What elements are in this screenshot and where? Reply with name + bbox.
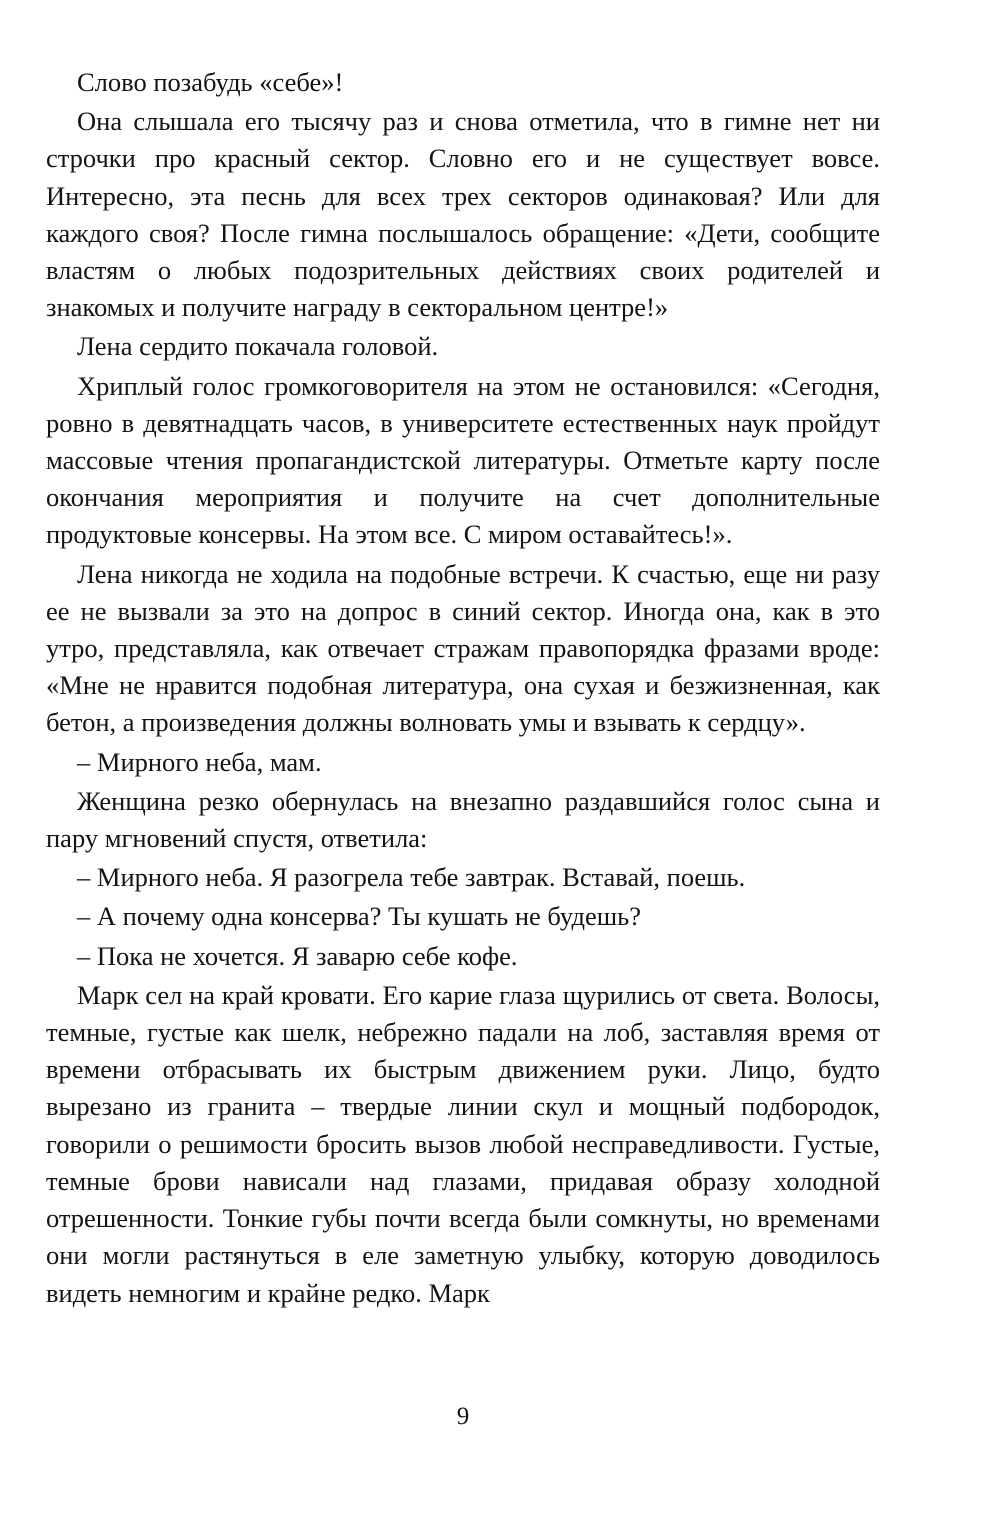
body-text	[46, 64, 880, 1314]
paragraph-11: Марк сел на край кровати. Его карие глаза щурились от света. Волосы, темные, густые как шелк, небрежно падали на лоб, заставляя время от времени отбрасывать их быстрым движением руки. Лицо, будто вырезано из гранита – твердые линии скул и мощный подбородок, говорили о решимости бросить вызов любой несправедливости. Густые, темные брови нависали над глазами, придавая образу холодной отрешенности. Тонкие губы почти всегда были сомкнуты, но временами они могли растянуться в еле заметную улыбку, которую доводилось видеть немногим и крайне редко. Марк	[46, 979, 880, 1308]
paragraph-4: Хриплый голос громкоговорителя на этом не остановился: «Сегодня, ровно в девятнадцать часов, в университете естественных наук пройдут массовые чтения пропагандистской литературы. Отметьте карту после окончания мероприятия и получите на счет дополнительные продуктовые консервы. На этом все. С миром оставайтесь!».	[46, 370, 880, 550]
paragraph-5: Лена никогда не ходила на подобные встречи. К счастью, еще ни разу ее не вызвали за это на допрос в синий сектор. Иногда она, как в это утро, представляла, как отвечает стражам правопорядка фразами вроде: «Мне не нравится подобная литература, она сухая и безжизненная, как бетон, а произведения должны волновать умы и взывать к сердцу».	[46, 558, 880, 738]
paragraph-1: Слово позабудь «себе»!	[77, 67, 344, 97]
dialogue-line-1: – Мирного неба, мам.	[77, 746, 322, 777]
paragraph-3: Лена сердито покачала головой.	[77, 331, 439, 362]
paragraph-2: Она слышала его тысячу раз и снова отметила, что в гимне нет ни строчки про красный сектор. Словно его и не существует вовсе. Интересно, эта песнь для всех трех секторов одинаковая? Или для каждого своя? После гимна послышалось обращение: «Дети, сообщите властям о любых подозрительных действиях своих родителей и знакомых и получите награду в секторальном центре!»	[46, 106, 880, 323]
page-number: 9	[456, 1403, 470, 1430]
paragraph-7: Женщина резко обернулась на внезапно раздавшийся голос сына и пару мгновений спустя, ответила:	[46, 785, 880, 854]
dialogue-line-3: – А почему одна консерва? Ты кушать не будешь?	[77, 901, 641, 932]
dialogue-line-4: – Пока не хочется. Я заварю себе кофе.	[77, 940, 518, 971]
dialogue-line-2: – Мирного неба. Я разогрела тебе завтрак. Вставай, поешь.	[77, 862, 746, 893]
